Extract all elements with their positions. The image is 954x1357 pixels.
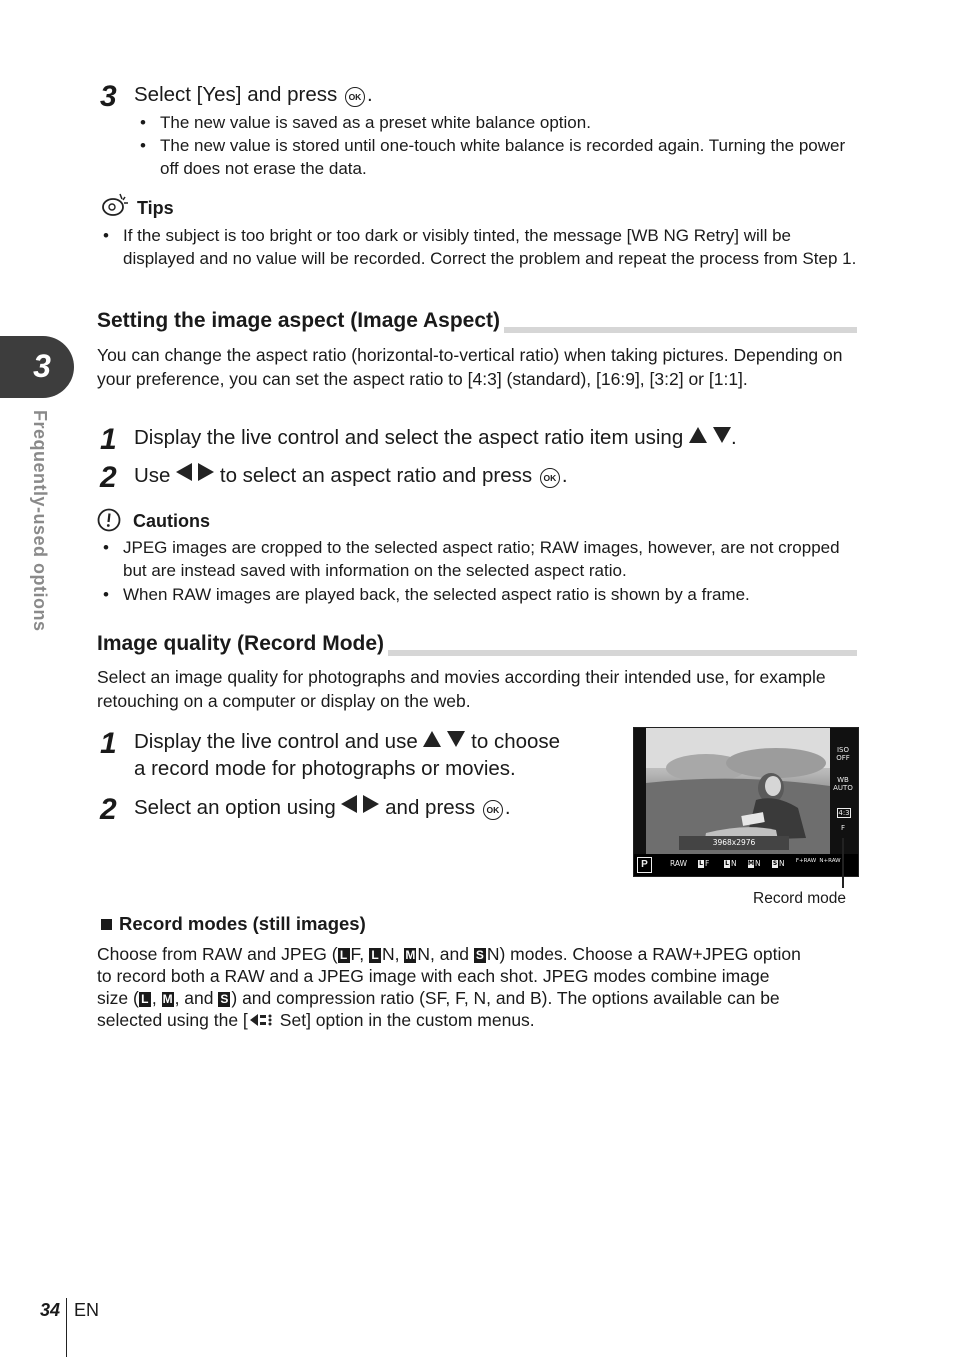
ok-button-icon: OK	[540, 468, 560, 488]
ok-button-icon: OK	[345, 87, 365, 107]
record-mode-option: L N	[725, 859, 737, 868]
record-mode-option: MN	[748, 859, 761, 868]
right-arrow-icon	[363, 795, 379, 813]
up-arrow-icon	[423, 731, 441, 747]
step-number: 2	[100, 793, 117, 826]
small-size-icon: S	[475, 948, 484, 962]
record-mode-option: F+RAW	[795, 858, 817, 864]
chapter-number: 3	[33, 348, 51, 384]
step-text: Display the live control and select the aspect ratio item using .	[134, 426, 737, 449]
step-text: Use to select an aspect ratio and press OK .	[134, 464, 568, 487]
resolution-readout: 3968x2976	[679, 836, 789, 850]
step-text: Select [Yes] and press OK .	[134, 83, 373, 106]
callout-line	[842, 838, 844, 888]
cautions-title: Cautions	[133, 511, 211, 531]
step-number: 1	[100, 423, 117, 456]
large-size-icon: L	[369, 948, 381, 963]
list-item: • The new value is stored until one-touch white balance is recorded again. Turning the power off does not erase the data.	[140, 136, 846, 178]
ok-button-icon: OK	[483, 800, 503, 820]
step-text: Select an option using and press OK .	[134, 796, 511, 819]
paragraph: Select an image quality for photographs and movies according their intended use, for example retouching on a computer or display on the web.	[97, 667, 826, 711]
subsection-heading: Record modes (still images)	[119, 913, 366, 934]
right-arrow-icon	[198, 463, 214, 481]
record-mode-option: L F	[699, 859, 710, 868]
record-mode-caption: Record mode	[753, 890, 847, 907]
record-mode-option: N+RAW	[819, 858, 841, 864]
large-size-icon: L	[338, 948, 350, 963]
aspect-indicator: 4:3	[838, 809, 850, 817]
shooting-mode-indicator: P	[637, 857, 652, 873]
list-item: • The new value is saved as a preset white balance option.	[140, 113, 591, 132]
left-arrow-icon	[341, 795, 357, 813]
list-item: • If the subject is too bright or too dark or visibly tinted, the message [WB NG Retry] will be displayed and no value will be recorded. Correct the problem and repeat the process from Step 1.	[103, 226, 857, 268]
iso-indicator: ISO OFF	[836, 746, 850, 762]
step-number: 1	[100, 727, 117, 760]
up-arrow-icon	[689, 427, 707, 443]
step-number: 3	[100, 80, 117, 113]
small-size-icon: S	[220, 992, 229, 1006]
custom-menu-icon	[248, 1011, 276, 1033]
down-arrow-icon	[447, 731, 465, 747]
step-text: Display the live control and use to choose a record mode for photographs or movies.	[134, 730, 561, 780]
middle-size-icon: M	[405, 948, 416, 962]
record-mode-option: S N	[772, 859, 785, 868]
square-bullet-icon	[101, 919, 112, 930]
wb-indicator: WB AUTO	[833, 776, 853, 792]
list-item: • JPEG images are cropped to the selected aspect ratio; RAW images, however, are not cropped but are instead saved with information on the selected aspect ratio.	[103, 538, 840, 580]
middle-size-icon: M	[162, 992, 173, 1006]
tips-icon	[100, 190, 130, 220]
quality-indicator: F	[840, 824, 846, 832]
chapter-title: Frequently-used options	[30, 410, 50, 632]
large-size-icon: L	[139, 992, 151, 1007]
down-arrow-icon	[713, 427, 731, 443]
page-number: 34	[40, 1300, 61, 1320]
section-heading: Image quality (Record Mode)	[97, 632, 388, 656]
record-mode-option: RAW	[670, 859, 688, 868]
tips-title: Tips	[137, 198, 174, 218]
language-label: EN	[74, 1300, 100, 1320]
caution-icon	[97, 508, 121, 532]
left-arrow-icon	[176, 463, 192, 481]
step-number: 2	[100, 461, 117, 494]
paragraph: You can change the aspect ratio (horizontal-to-vertical ratio) when taking pictures. Depending on your preference, you can set the aspect ratio to [4:3] (standard), [16:9], [3:2] or [1:1].	[97, 345, 843, 389]
list-item: • When RAW images are played back, the selected aspect ratio is shown by a frame.	[103, 585, 750, 604]
footer-divider	[66, 1298, 67, 1357]
section-heading: Setting the image aspect (Image Aspect)	[97, 309, 504, 333]
camera-screen	[633, 727, 859, 877]
paragraph: Choose from RAW and JPEG ( L F, L N, M N, and S N) modes. Choose a RAW+JPEG option to record both a RAW and a JPEG image with each shot. JPEG modes combine image size ( L , M , and S ) and compression ratio (SF, F, N, and B). The options available can be selected using the [ Set] option in the custom menus.	[97, 943, 867, 1033]
